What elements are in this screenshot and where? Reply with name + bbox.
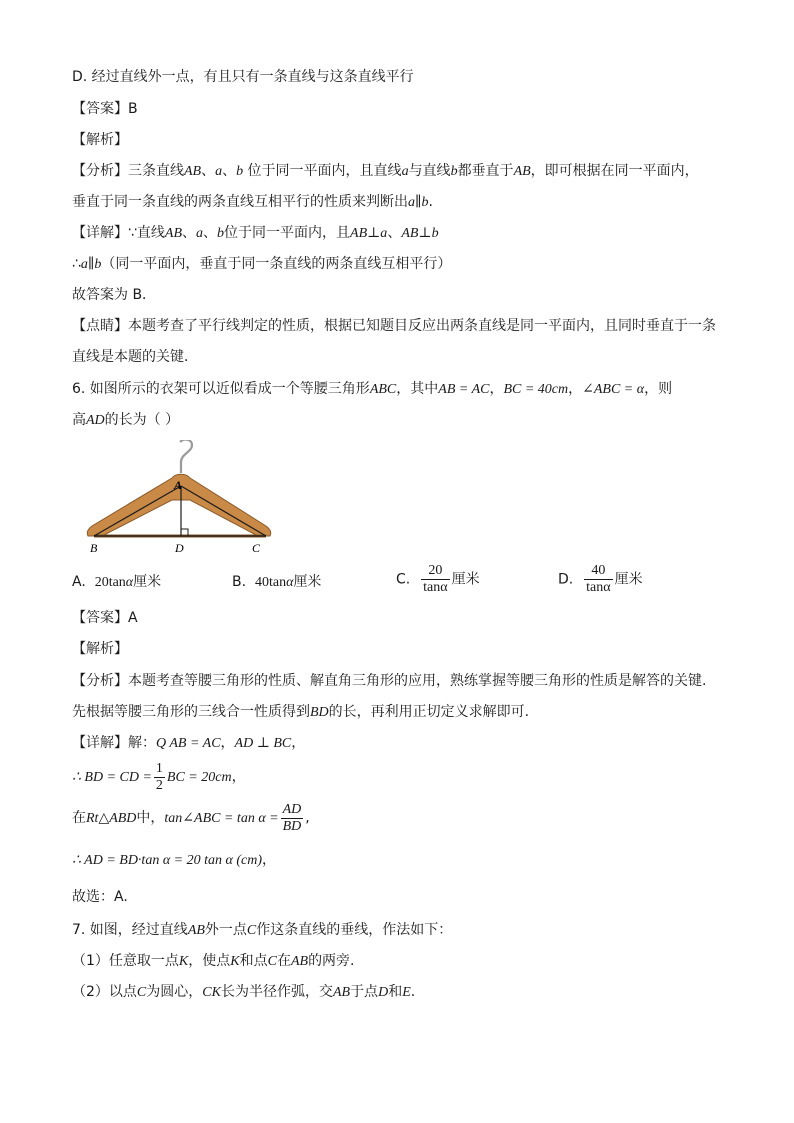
- q6-stem-line2: 高AD的长为（ ）: [72, 412, 180, 428]
- hanger-hook: [180, 440, 192, 473]
- label-b: B: [90, 541, 98, 555]
- q6-option-a: A. 20tanα厘米: [72, 574, 162, 590]
- q6-answer: 【答案】A: [72, 610, 138, 626]
- q6-detail-line2: ∴ BD = CD = $\frac{1}{2}$ BC = 20cm，: [72, 760, 246, 793]
- q5-fenxi-line1: 【分析】三条直线AB、a、b 位于同一平面内，且直线a与直线b都垂直于AB，即可根据在同一平面内，: [72, 163, 699, 179]
- q6-fenxi-line2: 先根据等腰三角形的三线合一性质得到BD的长，再利用正切定义求解即可.: [72, 704, 530, 720]
- q5-detail-line1: 【详解】∵直线AB、a、b位于同一平面内，且AB⊥a、AB⊥b: [72, 225, 439, 241]
- q5-detail-line3: 故答案为 B．: [72, 287, 157, 303]
- q5-dianjing-line2: 直线是本题的关键．: [72, 349, 198, 365]
- q5-detail-line2: ∴a∥b（同一平面内，垂直于同一条直线的两条直线互相平行）: [72, 256, 452, 272]
- q6-option-b: B. 40tanα厘米: [232, 574, 322, 590]
- q6-option-d: D. $\frac{40}{\tan\alpha}$ 厘米: [558, 563, 643, 595]
- q6-option-c: C. $\frac{20}{\tan\alpha}$ 厘米: [396, 563, 480, 595]
- q6-fenxi-line1: 【分析】本题考查等腰三角形的性质、解直角三角形的应用，熟练掌握等腰三角形的性质是解答的关键.: [72, 673, 707, 689]
- label-c: C: [252, 541, 261, 555]
- label-a: A: [174, 478, 183, 492]
- segment-ab: [94, 486, 181, 536]
- q7-step1: （1）任意取一点K，使点K和点C在AB的两旁.: [72, 953, 355, 969]
- q5-fenxi-line2: 垂直于同一条直线的两条直线互相平行的性质来判断出a∥b.: [72, 194, 433, 210]
- q6-stem-line1: 6. 如图所示的衣架可以近似看成一个等腰三角形ABC，其中AB = AC，BC = 40cm，∠ABC = α，则: [72, 381, 673, 397]
- q6-detail-line1: 【详解】解：Q AB = AC，AD ⊥ BC，: [72, 735, 306, 751]
- segment-ac: [181, 486, 266, 536]
- q6-detail-line3: 在Rt△ABD中，tan∠ABC = tan α = $\frac{AD}{BD}$ ,: [72, 801, 310, 834]
- q7-stem-line1: 7. 如图，经过直线AB外一点C作这条直线的垂线，作法如下：: [72, 922, 453, 938]
- q6-detail-line5: 故选：A.: [72, 889, 128, 905]
- q5-analysis-heading: 【解析】: [72, 132, 128, 148]
- hanger-figure: [80, 440, 280, 560]
- q7-step2: （2）以点C为圆心，CK长为半径作弧，交AB于点D和E.: [72, 984, 416, 1000]
- q6-analysis-heading: 【解析】: [72, 641, 128, 657]
- q5-dianjing-line1: 【点睛】本题考查了平行线判定的性质，根据已知题目反应出两条直线是同一平面内，且同时垂直于一条: [72, 318, 716, 334]
- label-d: D: [175, 541, 184, 555]
- q6-detail-line4: ∴ AD = BD·tan α = 20 tan α (cm)，: [72, 852, 276, 868]
- q5-answer: 【答案】B: [72, 101, 138, 117]
- q5-option-d: D. 经过直线外一点，有且只有一条直线与这条直线平行: [72, 69, 414, 85]
